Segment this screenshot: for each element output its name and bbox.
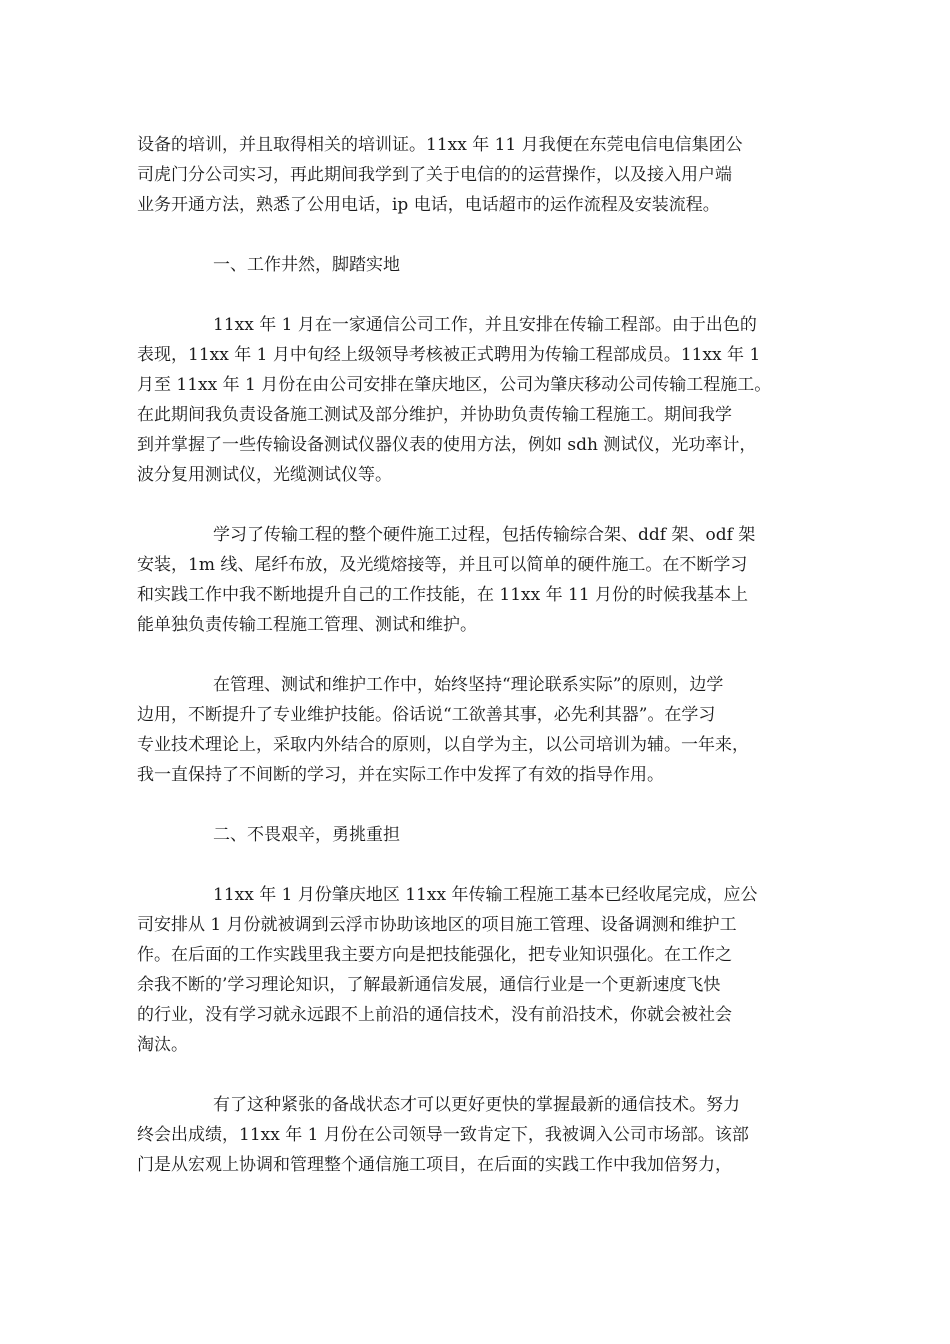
paragraph-intro (137, 130, 817, 220)
text-line: 我一直保持了不间断的学习，并在实际工作中发挥了有效的指导作用。 (137, 765, 664, 785)
section-heading-2 (137, 820, 817, 850)
text-line: 在管理、测试和维护工作中，始终坚持“理论联系实际”的原则，边学 (213, 675, 724, 695)
text-line: 11xx 年 1 月在一家通信公司工作，并且安排在传输工程部。由于出色的 (213, 315, 757, 335)
heading-text: 一、工作井然，脚踏实地 (213, 255, 400, 275)
text-line: 设备的培训，并且取得相关的培训证。11xx 年 11 月我便在东莞电信电信集团公 (137, 135, 743, 155)
text-line: 业务开通方法，熟悉了公用电话，ip 电话，电话超市的运作流程及安装流程。 (137, 195, 720, 215)
text-line: 和实践工作中我不断地提升自己的工作技能，在 11xx 年 11 月份的时候我基本上 (137, 585, 749, 605)
text-line: 到并掌握了一些传输设备测试仪器仪表的使用方法，例如 sdh 测试仪，光功率计， (137, 435, 757, 455)
text-line: 余我不断的’学习理论知识，了解最新通信发展，通信行业是一个更新速度飞快 (137, 975, 721, 995)
text-line: 司安排从 1 月份就被调到云浮市协助该地区的项目施工管理、设备调测和维护工 (137, 915, 737, 935)
section-heading-1 (137, 250, 817, 280)
text-line: 淘汰。 (137, 1035, 188, 1055)
document-body (137, 130, 817, 1210)
text-line: 终会出成绩，11xx 年 1 月份在公司领导一致肯定下，我被调入公司市场部。该部 (137, 1125, 749, 1145)
text-line: 能单独负责传输工程施工管理、测试和维护。 (137, 615, 477, 635)
text-line: 的行业，没有学习就永远跟不上前沿的通信技术，没有前沿技术，你就会被社会 (137, 1005, 732, 1025)
text-line: 波分复用测试仪，光缆测试仪等。 (137, 465, 392, 485)
text-line: 表现，11xx 年 1 月中旬经上级领导考核被正式聘用为传输工程部成员。11xx 年 1 (137, 345, 761, 365)
text-line: 门是从宏观上协调和管理整个通信施工项目，在后面的实践工作中我加倍努力， (137, 1155, 732, 1175)
paragraph-yunfu-assignment (137, 880, 817, 1060)
text-line: 11xx 年 1 月份肇庆地区 11xx 年传输工程施工基本已经收尾完成，应公 (213, 885, 758, 905)
paragraph-hardware-learning (137, 520, 817, 640)
text-line: 在此期间我负责设备施工测试及部分维护，并协助负责传输工程施工。期间我学 (137, 405, 732, 425)
text-line: 边用，不断提升了专业维护技能。俗话说“工欲善其事，必先利其器”。在学习 (137, 705, 716, 725)
text-line: 作。在后面的工作实践里我主要方向是把技能强化，把专业知识强化。在工作之 (137, 945, 732, 965)
text-line: 专业技术理论上，采取内外结合的原则，以自学为主，以公司培训为辅。一年来， (137, 735, 749, 755)
paragraph-market-department (137, 1090, 817, 1180)
text-line: 学习了传输工程的整个硬件施工过程，包括传输综合架、ddf 架、odf 架 (213, 525, 756, 545)
text-line: 安装，1m 线、尾纤布放，及光缆熔接等，并且可以简单的硬件施工。在不断学习 (137, 555, 748, 575)
paragraph-theory-practice (137, 670, 817, 790)
text-line: 有了这种紧张的备战状态才可以更好更快的掌握最新的通信技术。努力 (213, 1095, 740, 1115)
paragraph-transmission-work (137, 310, 817, 490)
heading-text: 二、不畏艰辛，勇挑重担 (213, 825, 400, 845)
text-line: 司虎门分公司实习，再此期间我学到了关于电信的的运营操作，以及接入用户端 (137, 165, 732, 185)
text-line: 月至 11xx 年 1 月份在由公司安排在肇庆地区，公司为肇庆移动公司传输工程施工。 (137, 375, 772, 395)
